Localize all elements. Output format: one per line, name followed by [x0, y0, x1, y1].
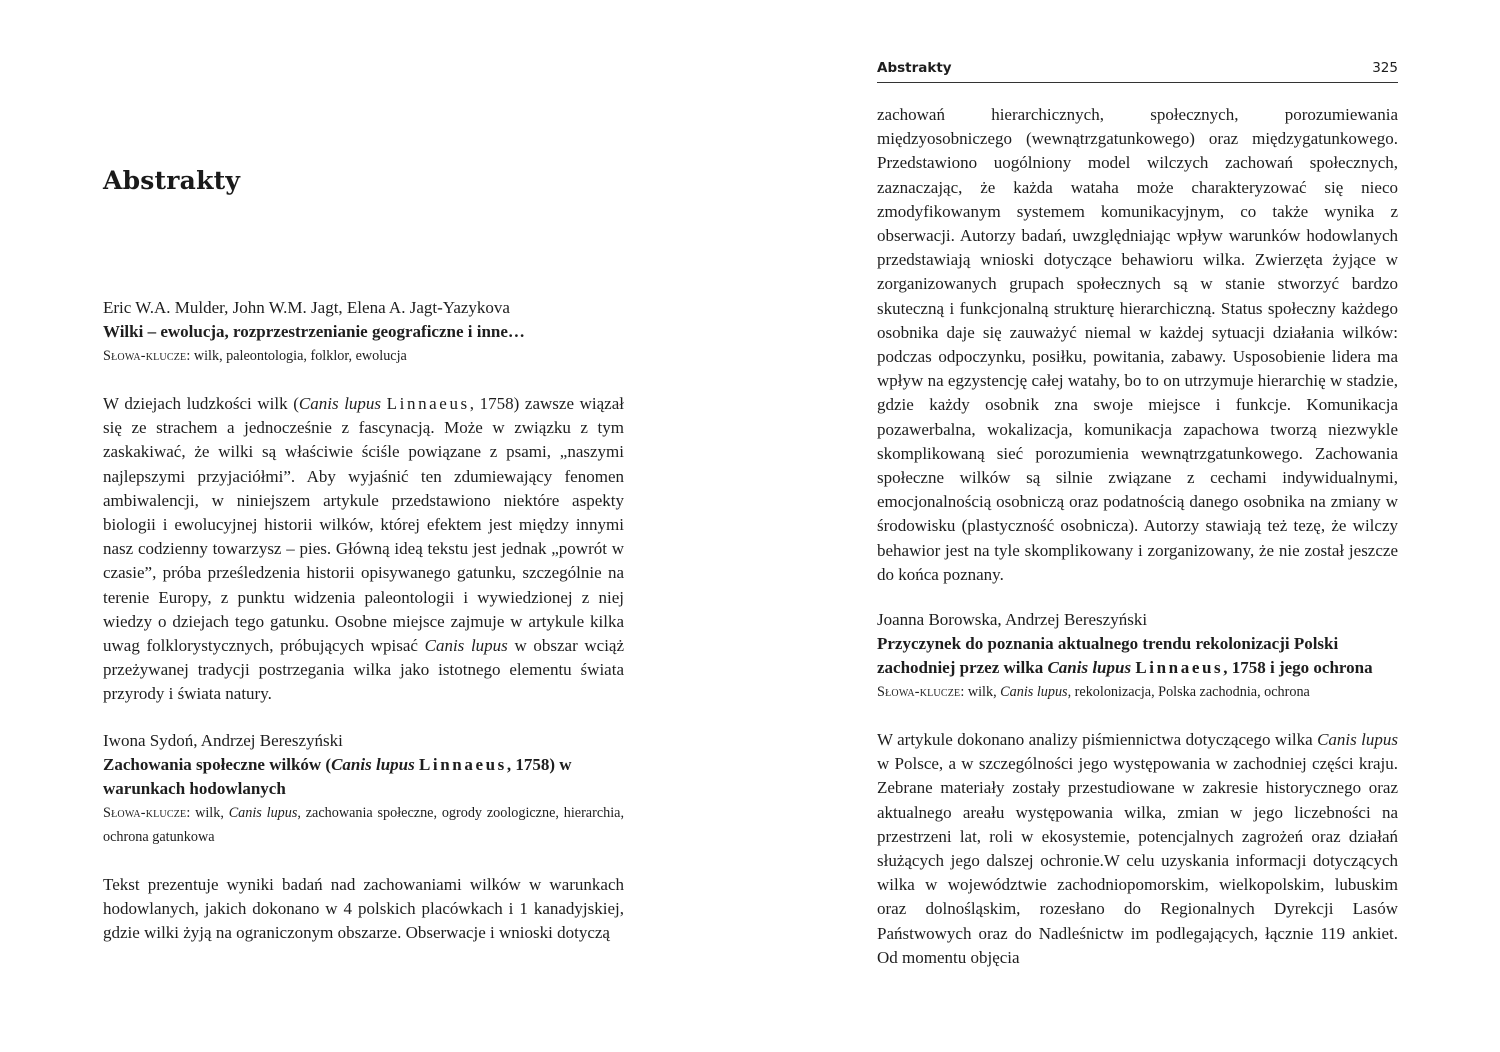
- right-page: [877, 0, 1398, 1052]
- keywords-segment: wilk,: [195, 805, 229, 821]
- keywords-segment: , rekolonizacja, Polska zachodnia, ochrona: [1067, 684, 1310, 700]
- abstract-body: [877, 728, 1398, 970]
- species-name: Canis lupus: [1047, 658, 1132, 677]
- abstract-body: Tekst prezentuje wyniki badań nad zachowaniami wilków w warunkach hodowlanych, jakich dokonano w 4 polskich placówkach i 1 kanadyjskiej, gdzie wilki żyją na ograniczonym obszarze. Obserwacje i wnioski dotyczą: [103, 875, 624, 943]
- body-segment: W dziejach ludzkości wilk (: [103, 394, 299, 413]
- abstract-keywords: Słowa-klucze: wilk, Canis lupus, zachowania społeczne, ogrody zoologiczne, hierarchia, ochrona gatunkowa: [103, 805, 624, 845]
- title-segment: Przyczynek do poznania aktualnego trendu rekolonizacji Polski zachodniej przez wilka: [877, 634, 1339, 677]
- keywords-list: wilk, paleontologia, folklor, ewolucja: [193, 348, 407, 364]
- species-name: Canis lupus: [331, 755, 415, 774]
- abstract-body: [103, 392, 624, 707]
- title-segment: Zachowania społeczne wilków (: [103, 755, 332, 774]
- running-head-title: Abstrakty: [877, 60, 952, 76]
- author-name: Linnaeus: [386, 394, 470, 413]
- keywords-label: Słowa-klucze: [877, 684, 961, 700]
- abstract-title: [877, 632, 1398, 680]
- running-head: [877, 58, 1398, 83]
- abstract-mulder: [103, 296, 624, 707]
- keywords-segment: , zachowania społeczne, ogrody zoologiczne, hierarchia, ochrona gatunkowa: [103, 805, 624, 845]
- body-segment: w obszar wciąż przeżywanej tradycji postrzegania wilka jako istotnego elementu świata przyrody i świata natury.: [103, 636, 625, 704]
- species-name: Canis lupus: [1000, 684, 1068, 700]
- section-title: Abstrakty: [103, 166, 241, 195]
- keywords-label: Słowa-klucze: [103, 348, 187, 364]
- abstract-keywords: Słowa-klucze: wilk, paleontologia, folklor, ewolucja: [103, 348, 407, 364]
- species-name: Canis lupus: [298, 394, 382, 413]
- body-segment: W artykule dokonano analizy piśmiennictwa dotyczącego wilka: [877, 730, 1318, 749]
- abstract-authors: Eric W.A. Mulder, John W.M. Jagt, Elena A. Jagt-Yazykova: [103, 298, 510, 317]
- abstract-authors: Joanna Borowska, Andrzej Bereszyński: [877, 610, 1148, 629]
- abstract-title: Wilki – ewolucja, rozprzestrzenianie geograficzne i inne…: [103, 322, 525, 341]
- abstract-sydon-continued: [877, 103, 1398, 587]
- keywords-segment: wilk,: [967, 684, 1001, 700]
- title-segment: , 1758 i jego ochrona: [1223, 658, 1373, 677]
- abstract-keywords: Słowa-klucze: wilk, Canis lupus, rekolonizacja, Polska zachodnia, ochrona: [877, 684, 1310, 700]
- abstract-authors: Iwona Sydoń, Andrzej Bereszyński: [103, 731, 343, 750]
- abstract-borowska: [877, 608, 1398, 970]
- body-segment: , 1758) zawsze wiązał się ze strachem a jednocześnie z fascynacją. Może w związku z tym zaskakiwać, że wilki są właściwie ściśle powiązane z psami, „naszymi najlepszymi przyjaciółmi”. Aby wyjaśnić ten zdumiewający fenomen ambiwalencji, w niniejszem artykule przedstawiono niektóre aspekty biologii i ewolucyjnej historii wilków, której efektem jest między innymi nasz codzienny towarzysz – pies. Główną ideą tekstu jest jednak „powrót w czasie”, próba prześledzenia historii opisywanego gatunku, szczególnie na terenie Europy, z punktu widzenia paleontologii i wywiedzionej z niej wiedzy o dziejach tego gatunku. Osobne miejsce zajmuje w artykule kilka uwag folklorystycznych, próbujących wpisać: [103, 394, 624, 656]
- species-name: Canis lupus: [1317, 730, 1398, 749]
- title-segment: , 1758) w warunkach hodowlanych: [103, 755, 572, 798]
- page-number: 325: [1372, 60, 1398, 76]
- abstract-sydon: [103, 729, 624, 946]
- author-name: Linnaeus: [1135, 658, 1224, 677]
- abstract-body-continued: zachowań hierarchicznych, społecznych, porozumiewania międzyosobniczego (wewnątrzgatunkowego) oraz międzygatunkowego. Przedstawiono uogólniony model wilczych zachowań społecznych, zaznaczając, że każda wataha może charakteryzować się nieco zmodyfikowanym systemem komunikacyjnym, co także wynika z obserwacji. Autorzy badań, uwzględniając wpływ warunków hodowlanych przedstawiają wnioski dotyczące behawioru wilka. Zwierzęta żyjące w zorganizowanych grupach społecznych są w stanie stworzyć bardzo skuteczną i funkcjonalną strukturę hierarchiczną. Status społeczny każdego osobnika daje się zauważyć niemal w każdej sytuacji działania wilków: podczas odpoczynku, posiłku, powitania, zabawy. Usposobienie lidera ma wpływ na egzystencję całej watahy, bo to on utrzymuje hierarchię w stadzie, gdzie każdy osobnik zna swoje miejsce i funkcje. Komunikacja pozawerbalna, wokalizacja, komunikacja zapachowa tworzą niezwykle skomplikowaną sieć porozumienia wewnątrzgatunkowego. Zachowania społeczne wilków są silnie związane z cechami indywidualnymi, emocjonalnością osobniczą oraz podatnością danego osobnika na zmiany w środowisku (plastyczność osobnicza). Autorzy stawiają też tezę, że wilczy behawior jest na tyle skomplikowany i zorganizowany, że nie został jeszcze do końca poznany.: [877, 105, 1398, 584]
- species-name: Canis lupus: [228, 805, 298, 821]
- species-name: Canis lupus: [424, 636, 508, 656]
- body-segment: w Polsce, a w szczególności jego występowania w zachodniej części kraju. Zebrane materiały zostały przestudiowane w zakresie historycznego oraz aktualnego areału występowania wilka, zmian w jego liczebności na przestrzeni lat, roli w ekosystemie, potencjalnych zagrożeń oraz działań służących jego dalszej ochronie.W celu uzyskania informacji dotyczących wilka w województwie zachodniopomorskim, wielkopolskim, lubuskim oraz dolnośląskim, rozesłano do Regionalnych Dyrekcji Lasów Państwowych oraz do Nadleśnictw im podlegających, łącznie 119 ankiet. Od momentu objęcia: [877, 754, 1398, 967]
- abstract-title: [103, 753, 624, 801]
- left-page: [103, 0, 624, 1052]
- author-name: Linnaeus: [418, 755, 507, 774]
- keywords-label: Słowa-klucze: [103, 805, 187, 821]
